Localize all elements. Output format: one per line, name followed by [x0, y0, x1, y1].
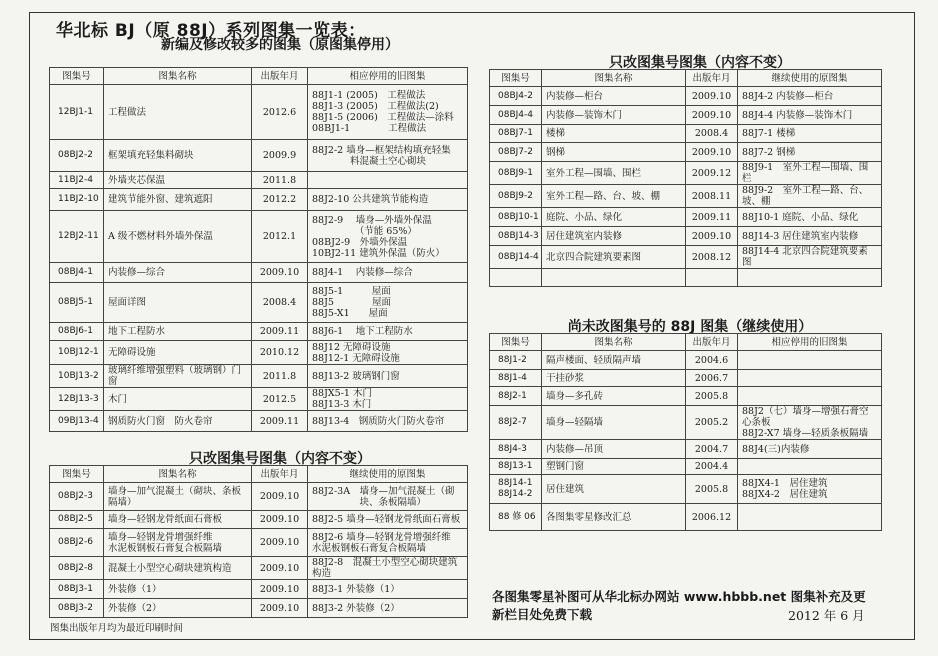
atlas-name: 外墙夹芯保温	[104, 172, 252, 189]
related-atlas	[308, 211, 468, 263]
table-row	[50, 323, 468, 341]
atlas-name-line: 外装修（1）	[108, 583, 162, 595]
related-atlas	[308, 341, 468, 365]
related-atlas-line: 88J2（七）墙身—增强石膏空心条板	[742, 406, 869, 428]
table-row	[50, 85, 468, 140]
publish-date: 2004.6	[686, 351, 738, 370]
table-row	[50, 388, 468, 411]
atlas-name: 居住建筑	[542, 475, 686, 504]
related-atlas-line: 88J5-X1 屋面	[312, 308, 388, 319]
atlas-name: 隔声楼面、轻质隔声墙	[542, 351, 686, 370]
publish-date: 2011.8	[252, 172, 308, 189]
related-atlas	[738, 351, 882, 370]
related-atlas	[308, 599, 468, 618]
atlas-code: 08BJ4-4	[490, 106, 542, 125]
related-atlas: 88J9-1 室外工程—围墙、围栏	[738, 162, 882, 185]
publish-date: 2006.12	[686, 504, 738, 531]
atlas-code-line: 88 修 06	[498, 511, 536, 522]
atlas-name-line: 墙身—轻钢龙骨增强纤维	[108, 531, 213, 543]
atlas-name: 地下工程防水	[104, 323, 252, 341]
atlas-name-line: 外装修（2）	[108, 602, 162, 614]
related-atlas	[308, 323, 468, 341]
publish-date: 2009.10	[252, 557, 308, 580]
related-atlas-line: 88J2-6 墙身—轻钢龙骨增强纤维	[312, 531, 451, 543]
atlas-code: 08BJ4-2	[490, 87, 542, 106]
atlas-code: 12BJ13-3	[50, 388, 104, 411]
table-row	[50, 599, 468, 618]
header-cell: 继续使用的原图集	[738, 70, 882, 87]
atlas-name: 钢梯	[542, 143, 686, 162]
table-row	[50, 529, 468, 557]
atlas-name	[104, 557, 252, 580]
header-cell: 图集名称	[104, 466, 252, 483]
table-row	[490, 162, 882, 185]
atlas-code-line: 88J2-7	[498, 417, 527, 427]
atlas-name	[104, 511, 252, 529]
related-atlas	[308, 511, 468, 529]
header-cell: 出版年月	[686, 334, 738, 351]
atlas-name: A 级不燃材料外墙外保温	[104, 211, 252, 263]
related-atlas-line: 88J2-X7 墙身—轻质条板隔墙	[742, 428, 869, 439]
related-atlas	[308, 365, 468, 388]
atlas-name: 庭院、小品、绿化	[542, 208, 686, 227]
atlas-code	[490, 504, 542, 531]
atlas-code: 10BJ13-2	[50, 365, 104, 388]
table-row	[490, 208, 882, 227]
atlas-name: 内装修—装饰木门	[542, 106, 686, 125]
atlas-code: 12BJ2-11	[50, 211, 104, 263]
related-atlas-line: 88J6-1 地下工程防水	[312, 326, 413, 337]
table-row	[50, 580, 468, 599]
download-note: 各图集零星补图可从华北标办网站 www.hbbb.net 图集补充及更新栏目处免费下载	[492, 589, 866, 622]
atlas-name: 钢质防火门窗 防火卷帘	[104, 411, 252, 432]
table-row	[490, 87, 882, 106]
table-row	[50, 189, 468, 211]
related-atlas-line: 88J2-10 公共建筑节能构造	[312, 194, 429, 205]
related-atlas	[308, 411, 468, 432]
atlas-code: 08BJ2-5	[50, 511, 104, 529]
related-atlas	[308, 580, 468, 599]
atlas-name-line: 墙身—轻钢龙骨纸面石膏板	[108, 514, 223, 525]
related-atlas-line: 88J3-2 外装修（2）	[312, 602, 400, 614]
section3-title: 只改图集号图集（内容不变）	[609, 55, 791, 71]
atlas-name: 框架填充轻集料砌块	[104, 140, 252, 172]
publish-date: 2009.10	[252, 511, 308, 529]
publish-date: 2009.11	[252, 323, 308, 341]
publish-date: 2012.1	[252, 211, 308, 263]
related-atlas-line: 88J13-4 钢质防火门防火卷帘	[312, 415, 445, 427]
atlas-name-line: 混凝土小型空心砌块建筑构造	[108, 562, 232, 574]
atlas-code: 08BJ14-4	[490, 246, 542, 269]
publish-date: 2006.7	[686, 370, 738, 387]
atlas-code: 08BJ2-3	[50, 483, 104, 511]
atlas-code: 08BJ3-1	[50, 580, 104, 599]
section4-title: 尚未改图集号的 88J 图集（继续使用）	[567, 319, 813, 335]
related-atlas	[308, 483, 468, 511]
related-atlas-line: 88J5 屋面	[312, 297, 391, 308]
table-row	[50, 557, 468, 580]
table-row	[490, 351, 882, 370]
related-atlas-line: 88J1-3 (2005) 工程做法(2)	[312, 101, 439, 112]
atlas-code: 08BJ6-1	[50, 323, 104, 341]
atlas-name: 墙身—多孔砖	[542, 387, 686, 406]
publish-date: 2005.8	[686, 475, 738, 504]
table-row	[50, 172, 468, 189]
related-atlas	[738, 269, 882, 287]
atlas-code-line: 88J13-1	[498, 461, 533, 471]
publish-date: 2008.4	[252, 283, 308, 323]
atlas-code: 12BJ1-1	[50, 85, 104, 140]
related-atlas: 88J10-1 庭院、小品、绿化	[738, 208, 882, 227]
publish-date: 2004.4	[686, 459, 738, 475]
publish-date: 2009.10	[252, 599, 308, 618]
table-row	[490, 269, 882, 287]
related-atlas-line: 88J2-2 墙身—框架结构填充轻集	[312, 144, 451, 156]
publish-date: 2009.10	[686, 87, 738, 106]
table-row	[490, 143, 882, 162]
related-atlas	[308, 263, 468, 283]
related-atlas: 88J4-2 内装修—柜台	[738, 87, 882, 106]
table-row	[490, 387, 882, 406]
atlas-code: 08BJ5-1	[50, 283, 104, 323]
section1-title: 新编及修改较多的图集（原图集停用）	[161, 37, 399, 53]
table-row	[490, 246, 882, 269]
related-atlas: 88J7-2 钢梯	[738, 143, 882, 162]
related-atlas-line: 88J1-1 (2005) 工程做法	[312, 90, 426, 101]
atlas-code-line: 88J2-1	[498, 390, 527, 401]
related-atlas-line: 08BJ1-1 工程做法	[312, 123, 427, 134]
table-row	[490, 504, 882, 531]
atlas-code: 08BJ2-8	[50, 557, 104, 580]
publish-date: 2009.10	[252, 580, 308, 599]
atlas-name-line: 隔墙）	[108, 496, 137, 508]
section2-title: 只改图集号图集（内容不变）	[189, 451, 371, 467]
related-atlas	[308, 388, 468, 411]
atlas-code: 08BJ7-2	[490, 143, 542, 162]
table-row	[490, 440, 882, 459]
section2-table	[49, 465, 468, 618]
related-atlas	[738, 370, 882, 387]
atlas-name: 北京四合院建筑要素图	[542, 246, 686, 269]
publish-date: 2004.7	[686, 440, 738, 459]
atlas-code: 08BJ4-1	[50, 263, 104, 283]
table-row	[50, 341, 468, 365]
related-atlas-line: 88J12-1 无障碍设施	[312, 352, 400, 364]
related-atlas-line: 88J12 无障碍设施	[312, 341, 391, 353]
atlas-code-line: 88J1-4	[498, 372, 527, 383]
atlas-name: 室外工程—围墙、围栏	[542, 162, 686, 185]
publish-date: 2012.5	[252, 388, 308, 411]
table-row	[490, 370, 882, 387]
table-row	[490, 459, 882, 475]
related-atlas-line: 88J13-2 玻璃钢门窗	[312, 370, 400, 382]
publish-date: 2005.8	[686, 387, 738, 406]
atlas-name: 玻璃纤维增强塑料（玻璃钢）门窗	[104, 365, 252, 388]
related-atlas-line: 88JX4-2 居住建筑	[742, 489, 828, 500]
atlas-code-line: 88J1-2	[498, 354, 527, 365]
table-row	[490, 106, 882, 125]
publish-date: 2009.10	[686, 106, 738, 125]
atlas-name: 墙身—轻隔墙	[542, 406, 686, 440]
atlas-code: 08BJ9-1	[490, 162, 542, 185]
publish-date: 2008.11	[686, 185, 738, 208]
atlas-code: 10BJ12-1	[50, 341, 104, 365]
publish-date: 2009.11	[252, 411, 308, 432]
atlas-code: 08BJ2-6	[50, 529, 104, 557]
atlas-name: 木门	[104, 388, 252, 411]
related-atlas: 88J14-4 北京四合院建筑要素图	[738, 246, 882, 269]
related-atlas	[308, 529, 468, 557]
related-atlas: 88J14-3 居住建筑室内装修	[738, 227, 882, 246]
publish-date: 2009.12	[686, 162, 738, 185]
related-atlas-line: 88J13-3 木门	[312, 399, 372, 410]
publish-date: 2009.10	[686, 143, 738, 162]
related-atlas: 88J4-4 内装修—装饰木门	[738, 106, 882, 125]
related-atlas	[308, 557, 468, 580]
atlas-code	[490, 387, 542, 406]
related-atlas	[308, 283, 468, 323]
table-row	[50, 483, 468, 511]
related-atlas-line: （节能 65%）	[312, 225, 417, 237]
header-cell: 图集号	[50, 466, 104, 483]
issue-date: 2012 年 6 月	[788, 608, 865, 623]
table-header-row	[490, 334, 882, 351]
table-header-row	[50, 68, 468, 85]
footer-note: 图集出版年月均为最近印刷时间	[50, 623, 184, 634]
publish-date: 2012.6	[252, 85, 308, 140]
related-atlas-line: 水泥板钢板石膏复合板隔墙	[312, 542, 427, 554]
atlas-code: 08BJ2-2	[50, 140, 104, 172]
publish-date: 2011.8	[252, 365, 308, 388]
atlas-code: 09BJ13-4	[50, 411, 104, 432]
related-atlas-line: 88J4(三)内装修	[742, 443, 810, 455]
related-atlas-line: 88J3-1 外装修（1）	[312, 583, 400, 595]
related-atlas: 88J7-1 楼梯	[738, 125, 882, 143]
table-row	[50, 365, 468, 388]
header-cell: 出版年月	[252, 68, 308, 85]
header-cell: 图集名称	[542, 334, 686, 351]
header-cell: 图集号	[50, 68, 104, 85]
atlas-name: 内装修—吊顶	[542, 440, 686, 459]
atlas-name: 屋面详图	[104, 283, 252, 323]
publish-date: 2009.11	[686, 208, 738, 227]
related-atlas-line: 88J4-1 内装修—综合	[312, 267, 413, 278]
atlas-name: 楼梯	[542, 125, 686, 143]
atlas-name: 无障碍设施	[104, 341, 252, 365]
related-atlas-line: 88J5-1 屋面	[312, 286, 391, 297]
publish-date: 2010.12	[252, 341, 308, 365]
table-row	[490, 227, 882, 246]
related-atlas-line: 88J2-8 混凝土小型空心砌块建筑构造	[312, 557, 458, 579]
related-atlas	[308, 140, 468, 172]
related-atlas	[308, 172, 468, 189]
atlas-name: 工程做法	[104, 85, 252, 140]
header-cell: 继续使用的原图集	[308, 466, 468, 483]
related-atlas	[308, 85, 468, 140]
table-row	[50, 211, 468, 263]
table-row	[490, 406, 882, 440]
table-header-row	[50, 466, 468, 483]
atlas-name: 建筑节能外窗、建筑遮阳	[104, 189, 252, 211]
atlas-name	[104, 599, 252, 618]
related-atlas	[738, 459, 882, 475]
header-cell: 图集号	[490, 334, 542, 351]
atlas-name: 居住建筑室内装修	[542, 227, 686, 246]
publish-date: 2008.12	[686, 246, 738, 269]
table-row	[50, 511, 468, 529]
table-row	[490, 185, 882, 208]
atlas-name: 内装修—综合	[104, 263, 252, 283]
atlas-name: 内装修—柜台	[542, 87, 686, 106]
atlas-code	[490, 351, 542, 370]
related-atlas	[738, 475, 882, 504]
related-atlas-line: 88JX4-1 居住建筑	[742, 478, 828, 489]
related-atlas	[308, 189, 468, 211]
header-cell: 图集号	[490, 70, 542, 87]
publish-date: 2005.2	[686, 406, 738, 440]
atlas-name	[104, 529, 252, 557]
atlas-code-line: 88J14-1	[498, 478, 533, 488]
main-title: 华北标 BJ（原 88J）系列图集一览表：	[56, 21, 366, 41]
atlas-name	[104, 483, 252, 511]
related-atlas-line: 88J2-3A 墙身—加气混凝土（砌	[312, 485, 455, 497]
table-row	[50, 283, 468, 323]
publish-date: 2008.4	[686, 125, 738, 143]
section1-table	[49, 67, 468, 432]
related-atlas-line: 10BJ2-11 建筑外保温（防火）	[312, 247, 445, 259]
atlas-name	[104, 580, 252, 599]
atlas-code	[490, 440, 542, 459]
header-cell: 相应停用的旧图集	[738, 334, 882, 351]
related-atlas	[738, 440, 882, 459]
atlas-code	[490, 370, 542, 387]
atlas-code	[490, 269, 542, 287]
related-atlas	[738, 387, 882, 406]
atlas-code: 08BJ10-1	[490, 208, 542, 227]
atlas-name: 塑钢门窗	[542, 459, 686, 475]
atlas-code: 08BJ9-2	[490, 185, 542, 208]
related-atlas: 88J9-2 室外工程—路、台、坡、棚	[738, 185, 882, 208]
table-row	[50, 263, 468, 283]
atlas-name: 室外工程—路、台、坡、棚	[542, 185, 686, 208]
publish-date: 2009.10	[252, 263, 308, 283]
table-row	[490, 475, 882, 504]
atlas-name: 各图集零星修改汇总	[542, 504, 686, 531]
table-header-row	[490, 70, 882, 87]
header-cell: 相应停用的旧图集	[308, 68, 468, 85]
atlas-code	[490, 406, 542, 440]
publish-date: 2009.10	[686, 227, 738, 246]
related-atlas-line: 88J2-5 墙身—轻钢龙骨纸面石膏板	[312, 514, 461, 525]
related-atlas-line: 08BJ2-9 外墙外保温	[312, 236, 408, 248]
related-atlas-line: 块、条板隔墙）	[312, 496, 427, 508]
atlas-name	[542, 269, 686, 287]
publish-date: 2009.10	[252, 483, 308, 511]
atlas-code	[490, 459, 542, 475]
publish-date	[686, 269, 738, 287]
header-cell: 出版年月	[252, 466, 308, 483]
atlas-name: 干挂砂浆	[542, 370, 686, 387]
header-cell: 图集名称	[542, 70, 686, 87]
related-atlas-line: 88J2-9 墙身—外墙外保温	[312, 214, 432, 226]
table-row	[490, 125, 882, 143]
atlas-code	[490, 475, 542, 504]
header-cell: 图集名称	[104, 68, 252, 85]
publish-date: 2009.9	[252, 140, 308, 172]
atlas-code: 08BJ3-2	[50, 599, 104, 618]
atlas-code: 11BJ2-4	[50, 172, 104, 189]
atlas-code-line: 88J14-2	[498, 489, 533, 499]
atlas-code: 08BJ14-3	[490, 227, 542, 246]
section3-table	[489, 69, 882, 287]
related-atlas	[738, 406, 882, 440]
related-atlas-line: 料混凝土空心砌块	[312, 155, 427, 167]
table-row	[50, 411, 468, 432]
atlas-code: 08BJ7-1	[490, 125, 542, 143]
related-atlas-line: 88J1-5 (2006) 工程做法—涂料	[312, 112, 454, 123]
publish-date: 2012.2	[252, 189, 308, 211]
atlas-name-line: 水泥板钢板石膏复合板隔墙	[108, 542, 223, 554]
table-row	[50, 140, 468, 172]
atlas-code: 11BJ2-10	[50, 189, 104, 211]
section4-table	[489, 333, 882, 531]
atlas-code-line: 88J4-3	[498, 443, 527, 454]
related-atlas	[738, 504, 882, 531]
publish-date: 2009.10	[252, 529, 308, 557]
atlas-name-line: 墙身—加气混凝土（砌块、条板	[108, 485, 242, 497]
header-cell: 出版年月	[686, 70, 738, 87]
related-atlas-line: 88JX5-1 木门	[312, 388, 372, 399]
